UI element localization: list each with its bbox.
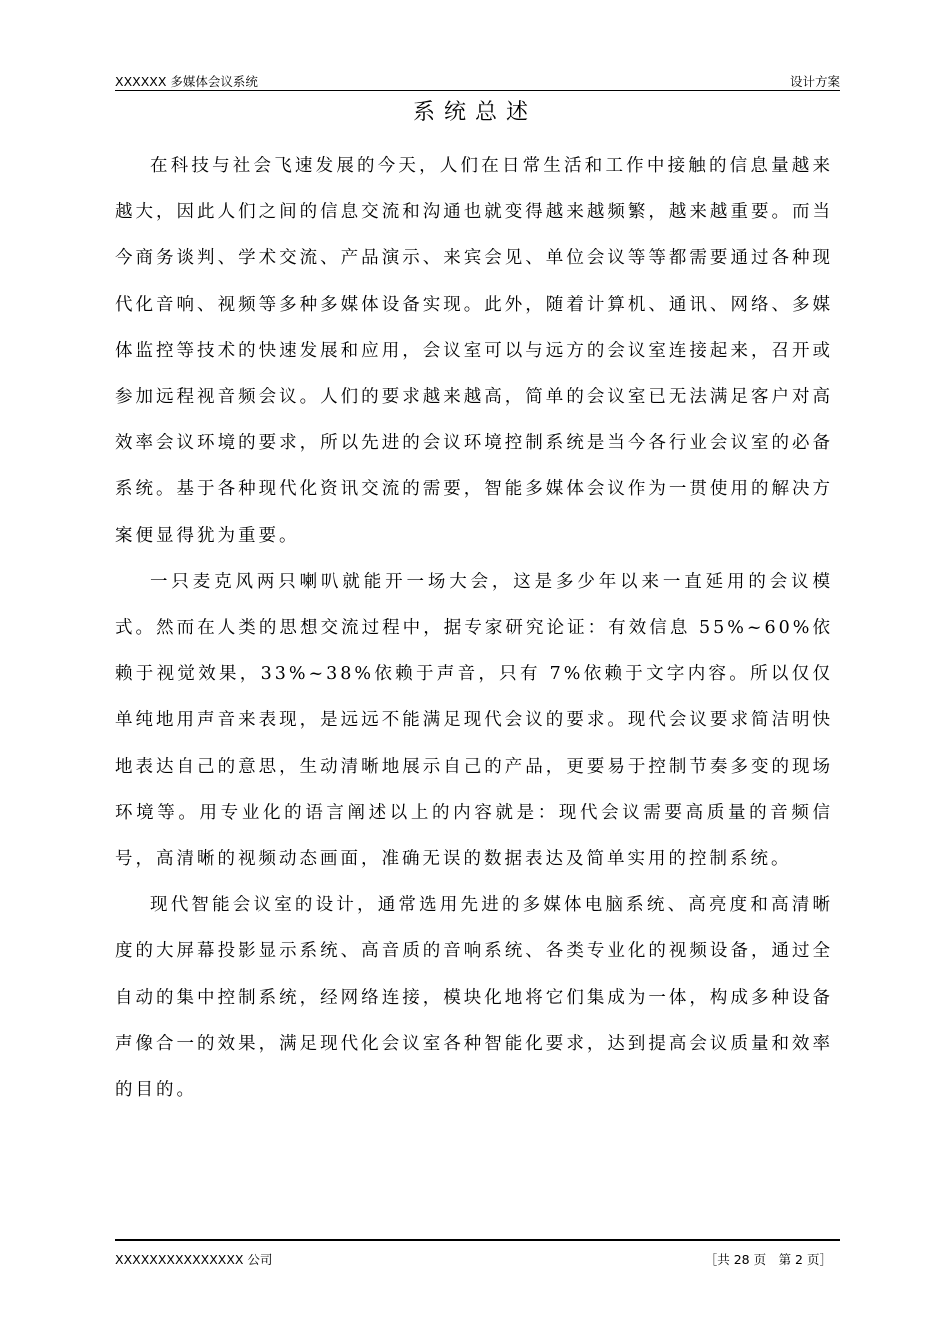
paragraph-1: 在科技与社会飞速发展的今天，人们在日常生活和工作中接触的信息量越来越大，因此人们之间的信息交流和沟通也就变得越来越频繁，越来越重要。而当今商务谈判、学术交流、产品演示、来宾会见、单位会议等等都需要通过各种现代化音响、视频等多种多媒体设备实现。此外，随着计算机、通讯、网络、多媒体监控等技术的快速发展和应用，会议室可以与远方的会议室连接起来，召开或参加远程视音频会议。人们的要求越来越高，简单的会议室已无法满足客户对高效率会议环境的要求，所以先进的会议环境控制系统是当今各行业会议室的必备系统。基于各种现代化资讯交流的需要，智能多媒体会议作为一贯使用的解决方案便显得犹为重要。: [115, 156, 833, 546]
footer-page-number: ［共 28 页 第 2 页］: [704, 1252, 832, 1267]
body-text: [115, 143, 833, 1113]
footer-company: XXXXXXXXXXXXXXX 公司: [115, 1252, 273, 1267]
header-doc-title: XXXXXX 多媒体会议系统: [115, 74, 258, 89]
page-footer: [115, 1239, 840, 1273]
section-title: 系统总述: [412, 100, 537, 125]
paragraph-2: 一只麦克风两只喇叭就能开一场大会，这是多少年以来一直延用的会议模式。然而在人类的思想交流过程中，据专家研究论证：有效信息 55%~60%依赖于视觉效果，33%~38%依赖于声音，只有 7%依赖于文字内容。所以仅仅单纯地用声音来表现，是远远不能满足现代会议的要求。现代会议要求简洁明快地表达自己的意思，生动清晰地展示自己的产品，更要易于控制节奏多变的现场环境等。用专业化的语言阐述以上的内容就是：现代会议需要高质量的音频信号，高清晰的视频动态画面，准确无误的数据表达及简单实用的控制系统。: [115, 571, 833, 870]
paragraph-3: 现代智能会议室的设计，通常选用先进的多媒体电脑系统、高亮度和高清晰度的大屏幕投影显示系统、高音质的音响系统、各类专业化的视频设备，通过全自动的集中控制系统，经网络连接，模块化地将它们集成为一体，构成多种设备声像合一的效果，满足现代化会议室各种智能化要求，达到提高会议质量和效率的目的。: [115, 895, 833, 1101]
header-doc-type: 设计方案: [789, 74, 840, 89]
page-header: [115, 72, 840, 91]
